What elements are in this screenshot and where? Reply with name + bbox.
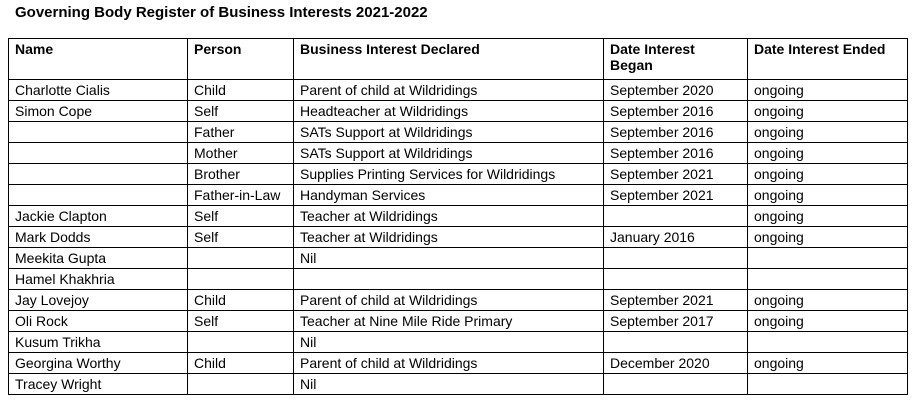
date-began-cell: September 2021	[604, 185, 748, 206]
date-began-cell: September 2021	[604, 164, 748, 185]
interest-cell: Teacher at Wildridings	[294, 227, 604, 248]
name-cell: Mark Dodds	[9, 227, 188, 248]
interest-cell: Teacher at Nine Mile Ride Primary	[294, 311, 604, 332]
date-ended-cell: ongoing	[748, 143, 908, 164]
date-began-cell	[604, 269, 748, 290]
date-began-cell: September 2016	[604, 122, 748, 143]
name-cell: Tracey Wright	[9, 374, 188, 395]
date-ended-cell: ongoing	[748, 290, 908, 311]
date-ended-cell: ongoing	[748, 353, 908, 374]
header-date-began: Date Interest Began	[604, 39, 748, 80]
table-row	[9, 185, 908, 206]
table-row	[9, 206, 908, 227]
person-cell	[188, 374, 294, 395]
date-ended-cell: ongoing	[748, 206, 908, 227]
name-cell: Jay Lovejoy	[9, 290, 188, 311]
table-row	[9, 290, 908, 311]
table-row	[9, 248, 908, 269]
interest-cell	[294, 269, 604, 290]
name-cell: Kusum Trikha	[9, 332, 188, 353]
date-began-cell	[604, 248, 748, 269]
date-began-cell	[604, 332, 748, 353]
table-row	[9, 269, 908, 290]
date-ended-cell: ongoing	[748, 227, 908, 248]
interest-cell: Headteacher at Wildridings	[294, 101, 604, 122]
table-header-row	[9, 39, 908, 80]
person-cell: Father-in-Law	[188, 185, 294, 206]
interest-cell: Parent of child at Wildridings	[294, 290, 604, 311]
name-cell: Jackie Clapton	[9, 206, 188, 227]
date-began-cell: January 2016	[604, 227, 748, 248]
interest-cell: Teacher at Wildridings	[294, 206, 604, 227]
interest-cell: Nil	[294, 248, 604, 269]
date-ended-cell	[748, 269, 908, 290]
person-cell	[188, 269, 294, 290]
table-row	[9, 80, 908, 101]
date-began-cell: September 2021	[604, 290, 748, 311]
date-ended-cell: ongoing	[748, 101, 908, 122]
page-title: Governing Body Register of Business Interests 2021-2022	[15, 4, 428, 21]
person-cell	[188, 332, 294, 353]
interest-cell: Parent of child at Wildridings	[294, 353, 604, 374]
interest-cell: Nil	[294, 332, 604, 353]
name-cell: Oli Rock	[9, 311, 188, 332]
name-cell	[9, 143, 188, 164]
table-row	[9, 227, 908, 248]
header-business-interest: Business Interest Declared	[294, 39, 604, 80]
date-began-cell: December 2020	[604, 353, 748, 374]
date-ended-cell	[748, 374, 908, 395]
date-began-cell: September 2017	[604, 311, 748, 332]
name-cell: Hamel Khakhria	[9, 269, 188, 290]
person-cell: Self	[188, 206, 294, 227]
interest-cell: Handyman Services	[294, 185, 604, 206]
person-cell: Mother	[188, 143, 294, 164]
person-cell: Child	[188, 353, 294, 374]
name-cell	[9, 122, 188, 143]
table-row	[9, 101, 908, 122]
date-ended-cell: ongoing	[748, 164, 908, 185]
date-began-cell: September 2016	[604, 101, 748, 122]
interest-cell: Supplies Printing Services for Wildridings	[294, 164, 604, 185]
date-ended-cell	[748, 248, 908, 269]
name-cell	[9, 185, 188, 206]
name-cell: Meekita Gupta	[9, 248, 188, 269]
person-cell: Self	[188, 227, 294, 248]
name-cell	[9, 164, 188, 185]
date-began-cell	[604, 206, 748, 227]
table-row	[9, 374, 908, 395]
person-cell: Father	[188, 122, 294, 143]
table-row	[9, 122, 908, 143]
interest-cell: SATs Support at Wildridings	[294, 143, 604, 164]
table-body	[9, 80, 908, 395]
name-cell: Simon Cope	[9, 101, 188, 122]
interest-cell: SATs Support at Wildridings	[294, 122, 604, 143]
table-row	[9, 332, 908, 353]
name-cell: Charlotte Cialis	[9, 80, 188, 101]
table-row	[9, 311, 908, 332]
person-cell: Child	[188, 290, 294, 311]
table-row	[9, 143, 908, 164]
header-date-ended: Date Interest Ended	[748, 39, 908, 80]
interest-cell: Parent of child at Wildridings	[294, 80, 604, 101]
register-table	[8, 38, 908, 395]
header-person: Person	[188, 39, 294, 80]
table-row	[9, 353, 908, 374]
date-ended-cell: ongoing	[748, 311, 908, 332]
date-ended-cell: ongoing	[748, 122, 908, 143]
date-ended-cell: ongoing	[748, 185, 908, 206]
person-cell: Brother	[188, 164, 294, 185]
date-ended-cell	[748, 332, 908, 353]
date-began-cell: September 2020	[604, 80, 748, 101]
date-ended-cell: ongoing	[748, 80, 908, 101]
person-cell: Child	[188, 80, 294, 101]
name-cell: Georgina Worthy	[9, 353, 188, 374]
person-cell: Self	[188, 101, 294, 122]
date-began-cell: September 2016	[604, 143, 748, 164]
person-cell	[188, 248, 294, 269]
person-cell: Self	[188, 311, 294, 332]
date-began-cell	[604, 374, 748, 395]
table-row	[9, 164, 908, 185]
interest-cell: Nil	[294, 374, 604, 395]
header-name: Name	[9, 39, 188, 80]
